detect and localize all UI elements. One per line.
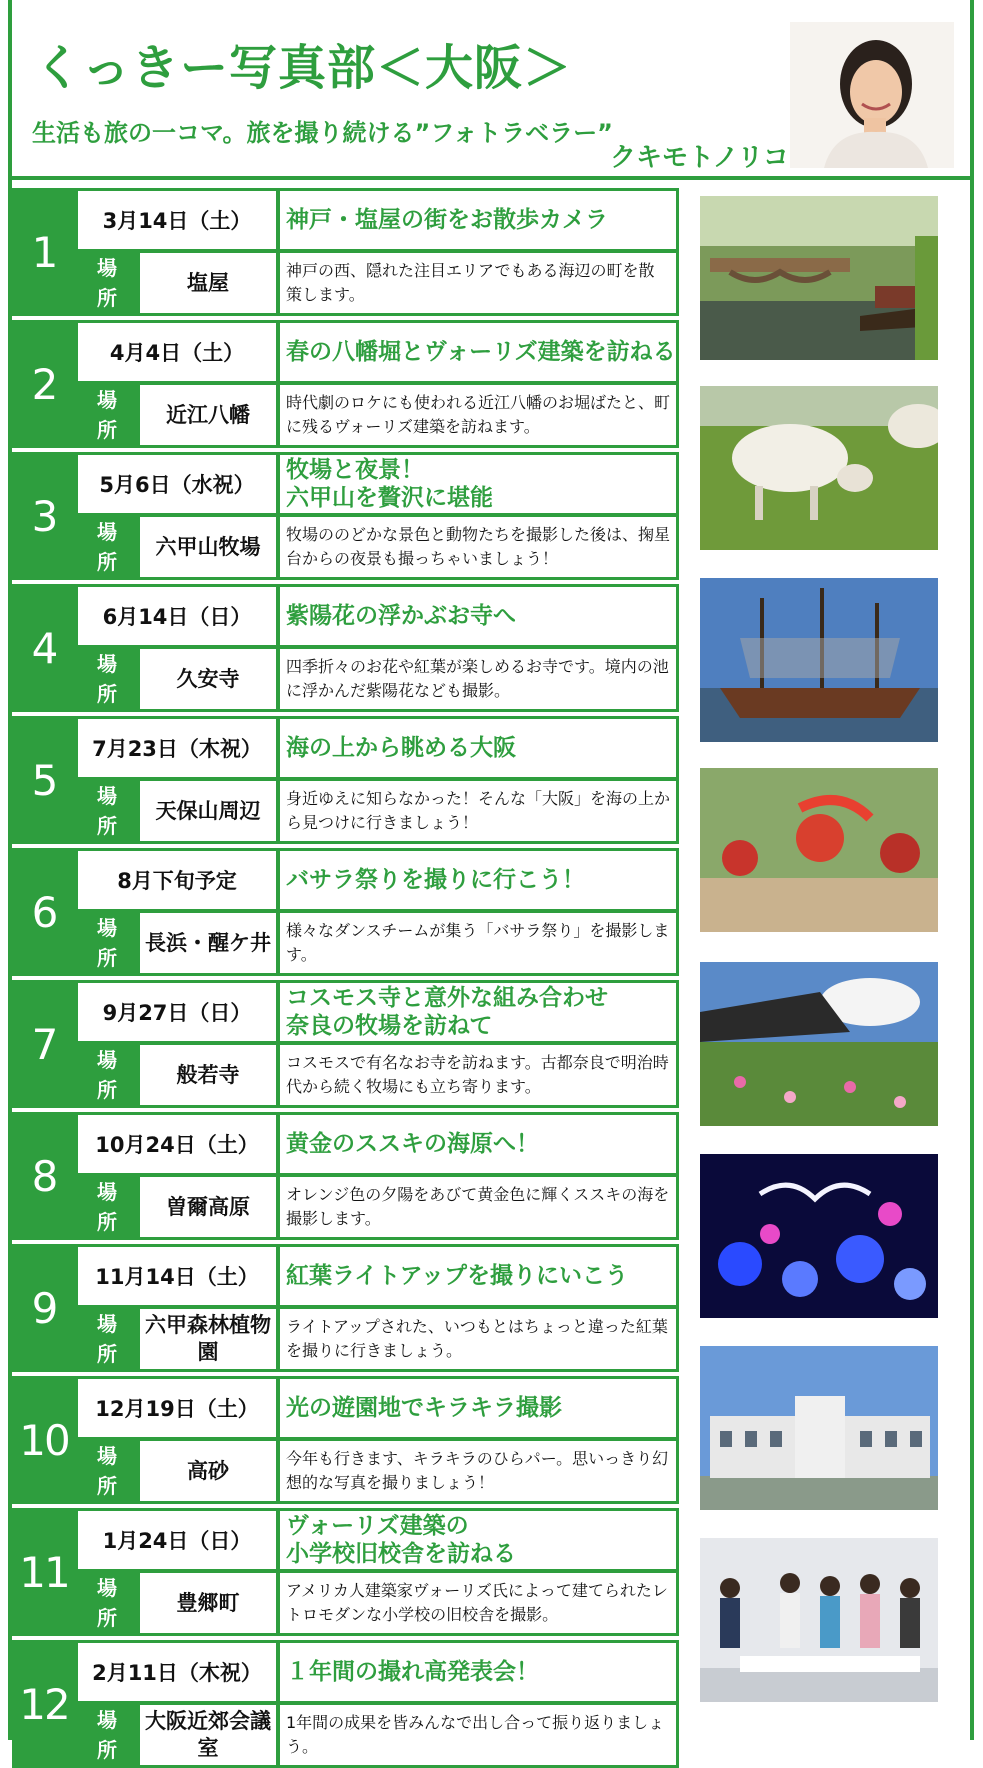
session-title: 光の遊園地でキラキラ撮影 xyxy=(280,1379,676,1437)
place-label-char: 所 xyxy=(97,1738,117,1762)
schedule-row xyxy=(12,1112,679,1240)
place-label-char: 場 xyxy=(97,1048,117,1072)
session-place: 大阪近郊会議室 xyxy=(140,1705,276,1765)
schedule-row xyxy=(12,1508,679,1636)
place-label-char: 所 xyxy=(97,1078,117,1102)
place-label-char: 場 xyxy=(97,652,117,676)
session-title: 紅葉ライトアップを撮りにいこう xyxy=(280,1247,676,1305)
session-description: コスモスで有名なお寺を訪ねます。古都奈良で明治時代から続く牧場にも立ち寄ります。 xyxy=(280,1045,676,1105)
place-label-char: 所 xyxy=(97,1606,117,1630)
session-date: 3月14日（土） xyxy=(78,191,276,249)
session-description: ライトアップされた、いつもとはちょっと違った紅葉を撮りに行きましょう。 xyxy=(280,1309,676,1369)
session-date: 1月24日（日） xyxy=(78,1511,276,1569)
session-description: オレンジ色の夕陽をあびて黄金色に輝くススキの海を撮影します。 xyxy=(280,1177,676,1237)
session-title: 牧場と夜景！ 六甲山を贅沢に堪能 xyxy=(280,455,676,513)
session-title: 海の上から眺める大阪 xyxy=(280,719,676,777)
session-number: 9 xyxy=(31,1283,57,1333)
place-label-char: 所 xyxy=(97,946,117,970)
session-place: 久安寺 xyxy=(140,649,276,709)
place-label-char: 場 xyxy=(97,1708,117,1732)
session-number: 5 xyxy=(31,755,57,805)
place-label xyxy=(78,1441,136,1501)
session-title: ヴォーリズ建築の 小学校旧校舎を訪ねる xyxy=(280,1511,676,1569)
place-label-char: 場 xyxy=(97,916,117,940)
temple-cosmos-photo xyxy=(700,962,938,1126)
session-place: 塩屋 xyxy=(140,253,276,313)
place-label-char: 所 xyxy=(97,1474,117,1498)
schedule-row xyxy=(12,584,679,712)
session-place: 天保山周辺 xyxy=(140,781,276,841)
session-description: アメリカ人建築家ヴォーリズ氏によって建てられたレトロモダンな小学校の旧校舎を撮影。 xyxy=(280,1573,676,1633)
place-label-char: 所 xyxy=(97,682,117,706)
photographer-name: クキモトノリコ xyxy=(610,143,789,173)
place-label-char: 所 xyxy=(97,814,117,838)
session-title: 紫陽花の浮かぶお寺へ xyxy=(280,587,676,645)
place-label-char: 場 xyxy=(97,256,117,280)
session-description: 時代劇のロケにも使われる近江八幡のお堀ばたと、町に残るヴォーリズ建築を訪ねます。 xyxy=(280,385,676,445)
session-date: 10月24日（土） xyxy=(78,1115,276,1173)
header-divider xyxy=(8,176,974,180)
place-label xyxy=(78,913,136,973)
session-date: 8月下旬予定 xyxy=(78,851,276,909)
school-building-photo xyxy=(700,1346,938,1510)
place-label-char: 所 xyxy=(97,418,117,442)
illumination-photo xyxy=(700,1154,938,1318)
schedule-row xyxy=(12,188,679,316)
session-title: １年間の撮れ高発表会！ xyxy=(280,1643,676,1701)
session-description: 1年間の成果を皆みんなで出し合って振り返りましょう。 xyxy=(280,1705,676,1765)
session-date: 5月6日（水祝） xyxy=(78,455,276,513)
schedule-row xyxy=(12,848,679,976)
session-number: 4 xyxy=(31,623,57,673)
session-date: 11月14日（土） xyxy=(78,1247,276,1305)
session-date: 12月19日（土） xyxy=(78,1379,276,1437)
session-place: 長浜・醒ケ井 xyxy=(140,913,276,973)
place-label-char: 所 xyxy=(97,550,117,574)
tagline: 生活も旅の一コマ。旅を撮り続ける”フォトラベラー” xyxy=(32,119,613,147)
session-title: 春の八幡堀とヴォーリズ建築を訪ねる xyxy=(280,323,676,381)
session-number: 7 xyxy=(31,1019,57,1069)
session-date: 2月11日（木祝） xyxy=(78,1643,276,1701)
session-description: 四季折々のお花や紅葉が楽しめるお寺です。境内の池に浮かんだ紫陽花なども撮影。 xyxy=(280,649,676,709)
session-number: 8 xyxy=(31,1151,57,1201)
place-label-char: 場 xyxy=(97,520,117,544)
place-label xyxy=(78,1177,136,1237)
session-date: 4月4日（土） xyxy=(78,323,276,381)
club-title: くっきー写真部＜大阪＞ xyxy=(34,40,573,96)
session-description: 今年も行きます、キラキラのひらパー。思いっきり幻想的な写真を撮りましょう！ xyxy=(280,1441,676,1501)
session-date: 9月27日（日） xyxy=(78,983,276,1041)
session-description: 身近ゆえに知らなかった！そんな「大阪」を海の上から見つけに行きましょう！ xyxy=(280,781,676,841)
session-number: 6 xyxy=(31,887,57,937)
place-label xyxy=(78,1705,136,1765)
place-label xyxy=(78,781,136,841)
session-number: 2 xyxy=(31,359,57,409)
group-meeting-photo xyxy=(700,1538,938,1702)
session-place: 六甲山牧場 xyxy=(140,517,276,577)
session-date: 6月14日（日） xyxy=(78,587,276,645)
sheep-photo xyxy=(700,386,938,550)
session-number: 1 xyxy=(31,227,57,277)
place-label xyxy=(78,385,136,445)
place-label xyxy=(78,1045,136,1105)
session-place: 般若寺 xyxy=(140,1045,276,1105)
place-label xyxy=(78,1309,136,1369)
place-label-char: 場 xyxy=(97,784,117,808)
session-place: 曽爾高原 xyxy=(140,1177,276,1237)
place-label-char: 場 xyxy=(97,1444,117,1468)
session-number: 12 xyxy=(19,1679,69,1729)
place-label-char: 場 xyxy=(97,1312,117,1336)
canal-bridge-photo xyxy=(700,196,938,360)
schedule-row xyxy=(12,320,679,448)
place-label xyxy=(78,1573,136,1633)
schedule-row xyxy=(12,1640,679,1768)
schedule-row xyxy=(12,716,679,844)
schedule-row xyxy=(12,1244,679,1372)
place-label xyxy=(78,253,136,313)
place-label xyxy=(78,517,136,577)
place-label xyxy=(78,649,136,709)
session-title: 神戸・塩屋の街をお散歩カメラ xyxy=(280,191,676,249)
place-label-char: 場 xyxy=(97,1576,117,1600)
place-label-char: 場 xyxy=(97,388,117,412)
session-title: 黄金のススキの海原へ！ xyxy=(280,1115,676,1173)
session-place: 六甲森林植物園 xyxy=(140,1309,276,1369)
session-number: 3 xyxy=(31,491,57,541)
session-description: 牧場ののどかな景色と動物たちを撮影した後は、掬星台からの夜景も撮っちゃいましょう！ xyxy=(280,517,676,577)
schedule-row xyxy=(12,980,679,1108)
session-title: コスモス寺と意外な組み合わせ 奈良の牧場を訪ねて xyxy=(280,983,676,1041)
session-place: 高砂 xyxy=(140,1441,276,1501)
photographer-portrait xyxy=(790,22,954,168)
session-description: 神戸の西、隠れた注目エリアでもある海辺の町を散策します。 xyxy=(280,253,676,313)
place-label-char: 所 xyxy=(97,1210,117,1234)
schedule-row xyxy=(12,1376,679,1504)
session-number: 10 xyxy=(19,1415,69,1465)
place-label-char: 所 xyxy=(97,1342,117,1366)
session-number: 11 xyxy=(19,1547,69,1597)
session-description: 様々なダンスチームが集う「バサラ祭り」を撮影します。 xyxy=(280,913,676,973)
place-label-char: 場 xyxy=(97,1180,117,1204)
session-title: バサラ祭りを撮りに行こう！ xyxy=(280,851,676,909)
session-place: 近江八幡 xyxy=(140,385,276,445)
festival-dancers-photo xyxy=(700,768,938,932)
schedule-row xyxy=(12,452,679,580)
session-place: 豊郷町 xyxy=(140,1573,276,1633)
place-label-char: 所 xyxy=(97,286,117,310)
sailing-ship-photo xyxy=(700,578,938,742)
session-date: 7月23日（木祝） xyxy=(78,719,276,777)
